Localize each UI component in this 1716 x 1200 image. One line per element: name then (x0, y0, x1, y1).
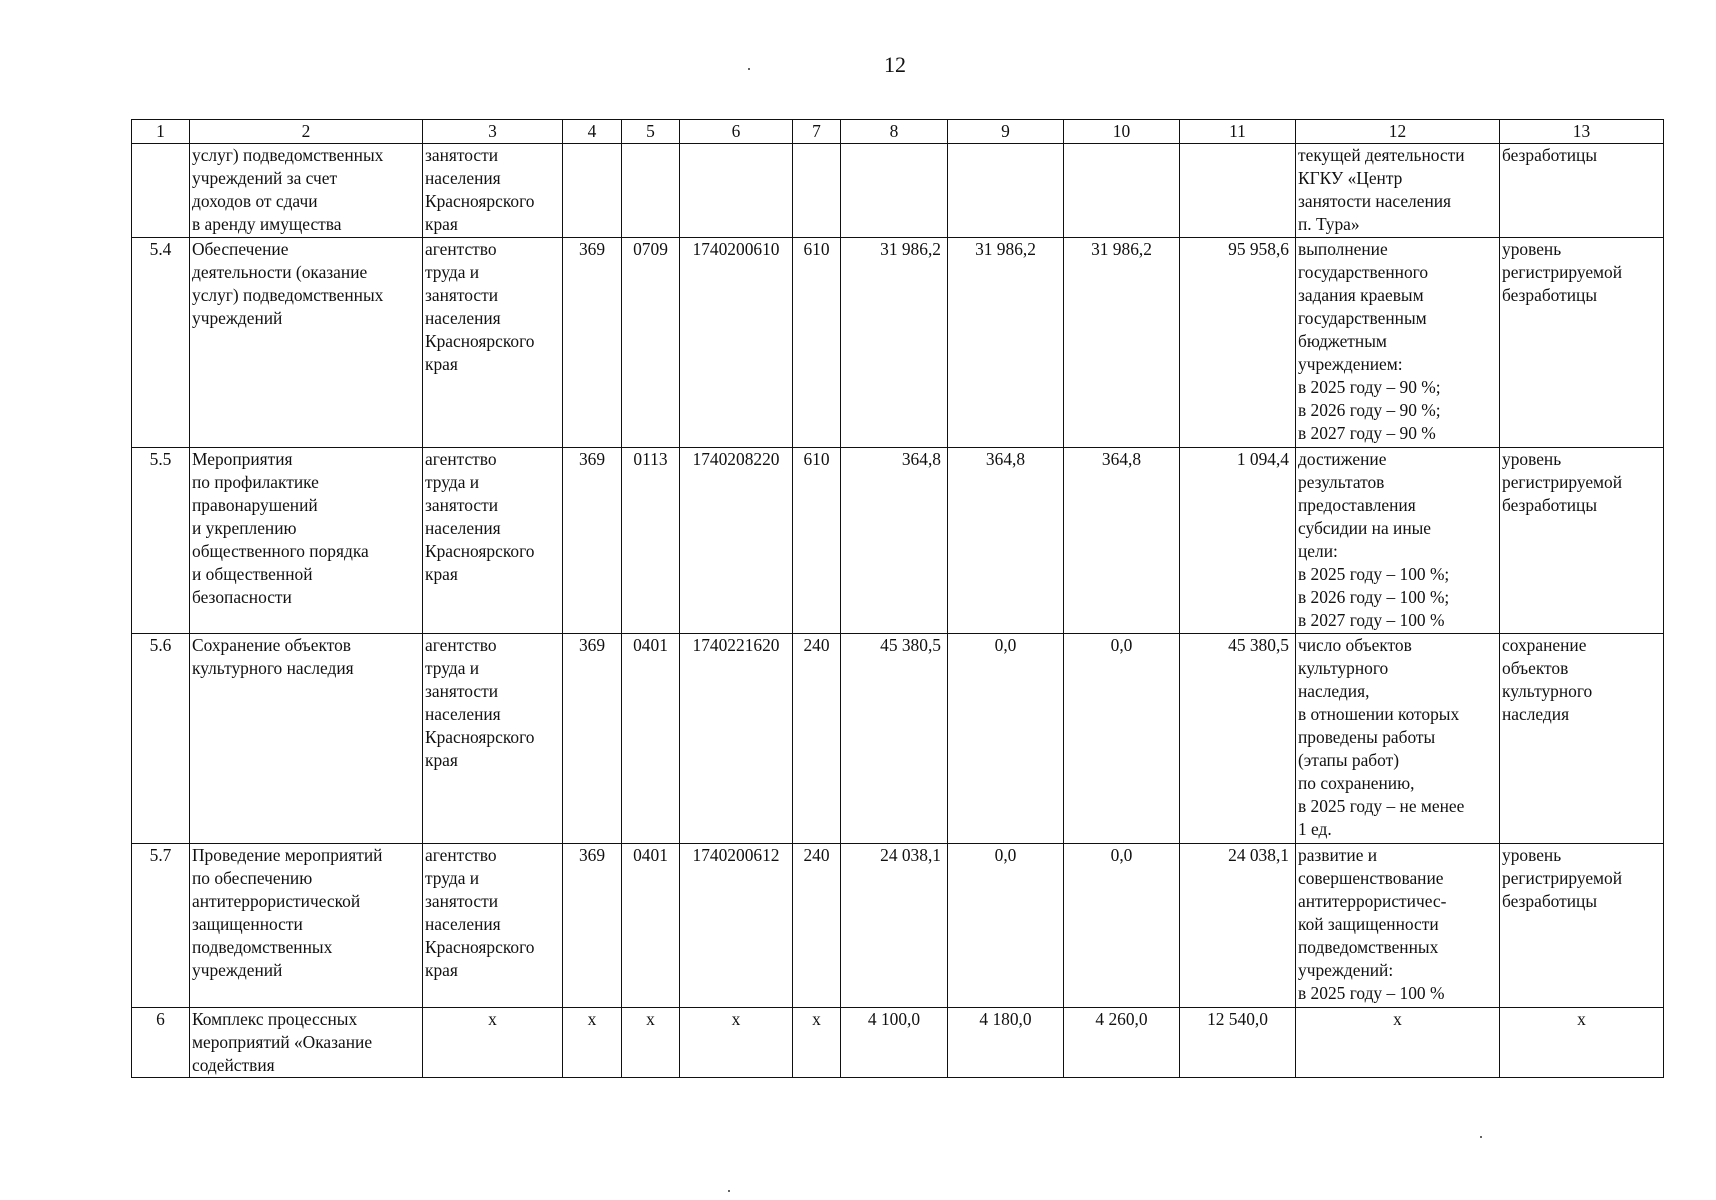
rzpr-code (622, 144, 680, 238)
table-row (132, 1008, 1664, 1078)
header-cell: 9 (948, 120, 1064, 144)
indicator: уровень регистрируемой безработицы (1500, 238, 1664, 448)
grbs-code (563, 144, 622, 238)
expected-result: x (1296, 1008, 1500, 1078)
program-table (131, 119, 1664, 1078)
csr-code: 1740200612 (680, 844, 793, 1008)
header-cell: 11 (1180, 120, 1296, 144)
indicator: сохранение объектов культурного наследия (1500, 634, 1664, 844)
amount-2027: 0,0 (1064, 844, 1180, 1008)
amount-total (1180, 144, 1296, 238)
table-row (132, 844, 1664, 1008)
header-row (132, 120, 1664, 144)
rzpr-code: 0401 (622, 634, 680, 844)
amount-2026 (948, 144, 1064, 238)
header-cell: 4 (563, 120, 622, 144)
responsible-agency: x (423, 1008, 563, 1078)
vr-code: 610 (793, 238, 841, 448)
row-number: 5.7 (132, 844, 190, 1008)
measure-name: Сохранение объектов культурного наследия (190, 634, 423, 844)
measure-name: Комплекс процессных мероприятий «Оказание содействия (190, 1008, 423, 1078)
csr-code: 1740200610 (680, 238, 793, 448)
csr-code (680, 144, 793, 238)
responsible-agency: агентство труда и занятости населения Красноярского края (423, 238, 563, 448)
expected-result: развитие и совершенствование антитеррористичес- кой защищенности подведомственных учреждений: в 2025 году – 100 % (1296, 844, 1500, 1008)
grbs-code: 369 (563, 634, 622, 844)
responsible-agency: занятости населения Красноярского края (423, 144, 563, 238)
csr-code: 1740208220 (680, 448, 793, 634)
amount-2025 (841, 144, 948, 238)
table-row (132, 634, 1664, 844)
grbs-code: 369 (563, 448, 622, 634)
header-cell: 3 (423, 120, 563, 144)
table-row (132, 448, 1664, 634)
amount-2026: 0,0 (948, 844, 1064, 1008)
measure-name: Мероприятия по профилактике правонарушений и укреплению общественного порядка и общественной безопасности (190, 448, 423, 634)
responsible-agency: агентство труда и занятости населения Красноярского края (423, 448, 563, 634)
amount-total: 95 958,6 (1180, 238, 1296, 448)
header-cell: 2 (190, 120, 423, 144)
header-cell: 10 (1064, 120, 1180, 144)
rzpr-code: 0401 (622, 844, 680, 1008)
scan-speck (728, 1190, 730, 1192)
row-number: 5.4 (132, 238, 190, 448)
amount-2027: 364,8 (1064, 448, 1180, 634)
scan-speck (748, 68, 750, 70)
expected-result: текущей деятельности КГКУ «Центр занятости населения п. Тура» (1296, 144, 1500, 238)
header-cell: 13 (1500, 120, 1664, 144)
indicator: уровень регистрируемой безработицы (1500, 448, 1664, 634)
amount-total: 12 540,0 (1180, 1008, 1296, 1078)
grbs-code: 369 (563, 238, 622, 448)
grbs-code: 369 (563, 844, 622, 1008)
header-cell: 12 (1296, 120, 1500, 144)
row-number: 6 (132, 1008, 190, 1078)
scan-speck (1480, 1136, 1482, 1138)
header-cell: 5 (622, 120, 680, 144)
rzpr-code: x (622, 1008, 680, 1078)
amount-total: 24 038,1 (1180, 844, 1296, 1008)
row-number: 5.5 (132, 448, 190, 634)
indicator: безработицы (1500, 144, 1664, 238)
table-body (132, 144, 1664, 1078)
responsible-agency: агентство труда и занятости населения Красноярского края (423, 634, 563, 844)
row-number (132, 144, 190, 238)
header-cell: 8 (841, 120, 948, 144)
amount-2025: 364,8 (841, 448, 948, 634)
amount-2025: 31 986,2 (841, 238, 948, 448)
vr-code: x (793, 1008, 841, 1078)
amount-2026: 4 180,0 (948, 1008, 1064, 1078)
vr-code (793, 144, 841, 238)
expected-result: число объектов культурного наследия, в отношении которых проведены работы (этапы работ) по сохранению, в 2025 году – не менее 1 ед. (1296, 634, 1500, 844)
amount-2027: 0,0 (1064, 634, 1180, 844)
responsible-agency: агентство труда и занятости населения Красноярского края (423, 844, 563, 1008)
amount-2025: 24 038,1 (841, 844, 948, 1008)
header-cell: 6 (680, 120, 793, 144)
table-row (132, 238, 1664, 448)
table-row (132, 144, 1664, 238)
amount-total: 45 380,5 (1180, 634, 1296, 844)
measure-name: услуг) подведомственных учреждений за счет доходов от сдачи в аренду имущества (190, 144, 423, 238)
csr-code: x (680, 1008, 793, 1078)
measure-name: Обеспечение деятельности (оказание услуг) подведомственных учреждений (190, 238, 423, 448)
measure-name: Проведение мероприятий по обеспечению антитеррористической защищенности подведомственных учреждений (190, 844, 423, 1008)
amount-2025: 45 380,5 (841, 634, 948, 844)
vr-code: 610 (793, 448, 841, 634)
amount-2026: 31 986,2 (948, 238, 1064, 448)
page-number: 12 (884, 52, 906, 77)
vr-code: 240 (793, 634, 841, 844)
rzpr-code: 0709 (622, 238, 680, 448)
amount-2026: 364,8 (948, 448, 1064, 634)
grbs-code: x (563, 1008, 622, 1078)
amount-2027: 31 986,2 (1064, 238, 1180, 448)
vr-code: 240 (793, 844, 841, 1008)
indicator: x (1500, 1008, 1664, 1078)
csr-code: 1740221620 (680, 634, 793, 844)
header-cell: 7 (793, 120, 841, 144)
expected-result: выполнение государственного задания краевым государственным бюджетным учреждением: в 2025 году – 90 %; в 2026 году – 90 %; в 2027 году – 90 % (1296, 238, 1500, 448)
amount-total: 1 094,4 (1180, 448, 1296, 634)
table-header (132, 120, 1664, 144)
rzpr-code: 0113 (622, 448, 680, 634)
amount-2027 (1064, 144, 1180, 238)
row-number: 5.6 (132, 634, 190, 844)
amount-2025: 4 100,0 (841, 1008, 948, 1078)
amount-2027: 4 260,0 (1064, 1008, 1180, 1078)
indicator: уровень регистрируемой безработицы (1500, 844, 1664, 1008)
amount-2026: 0,0 (948, 634, 1064, 844)
expected-result: достижение результатов предоставления субсидии на иные цели: в 2025 году – 100 %; в 2026 году – 100 %; в 2027 году – 100 % (1296, 448, 1500, 634)
header-cell: 1 (132, 120, 190, 144)
